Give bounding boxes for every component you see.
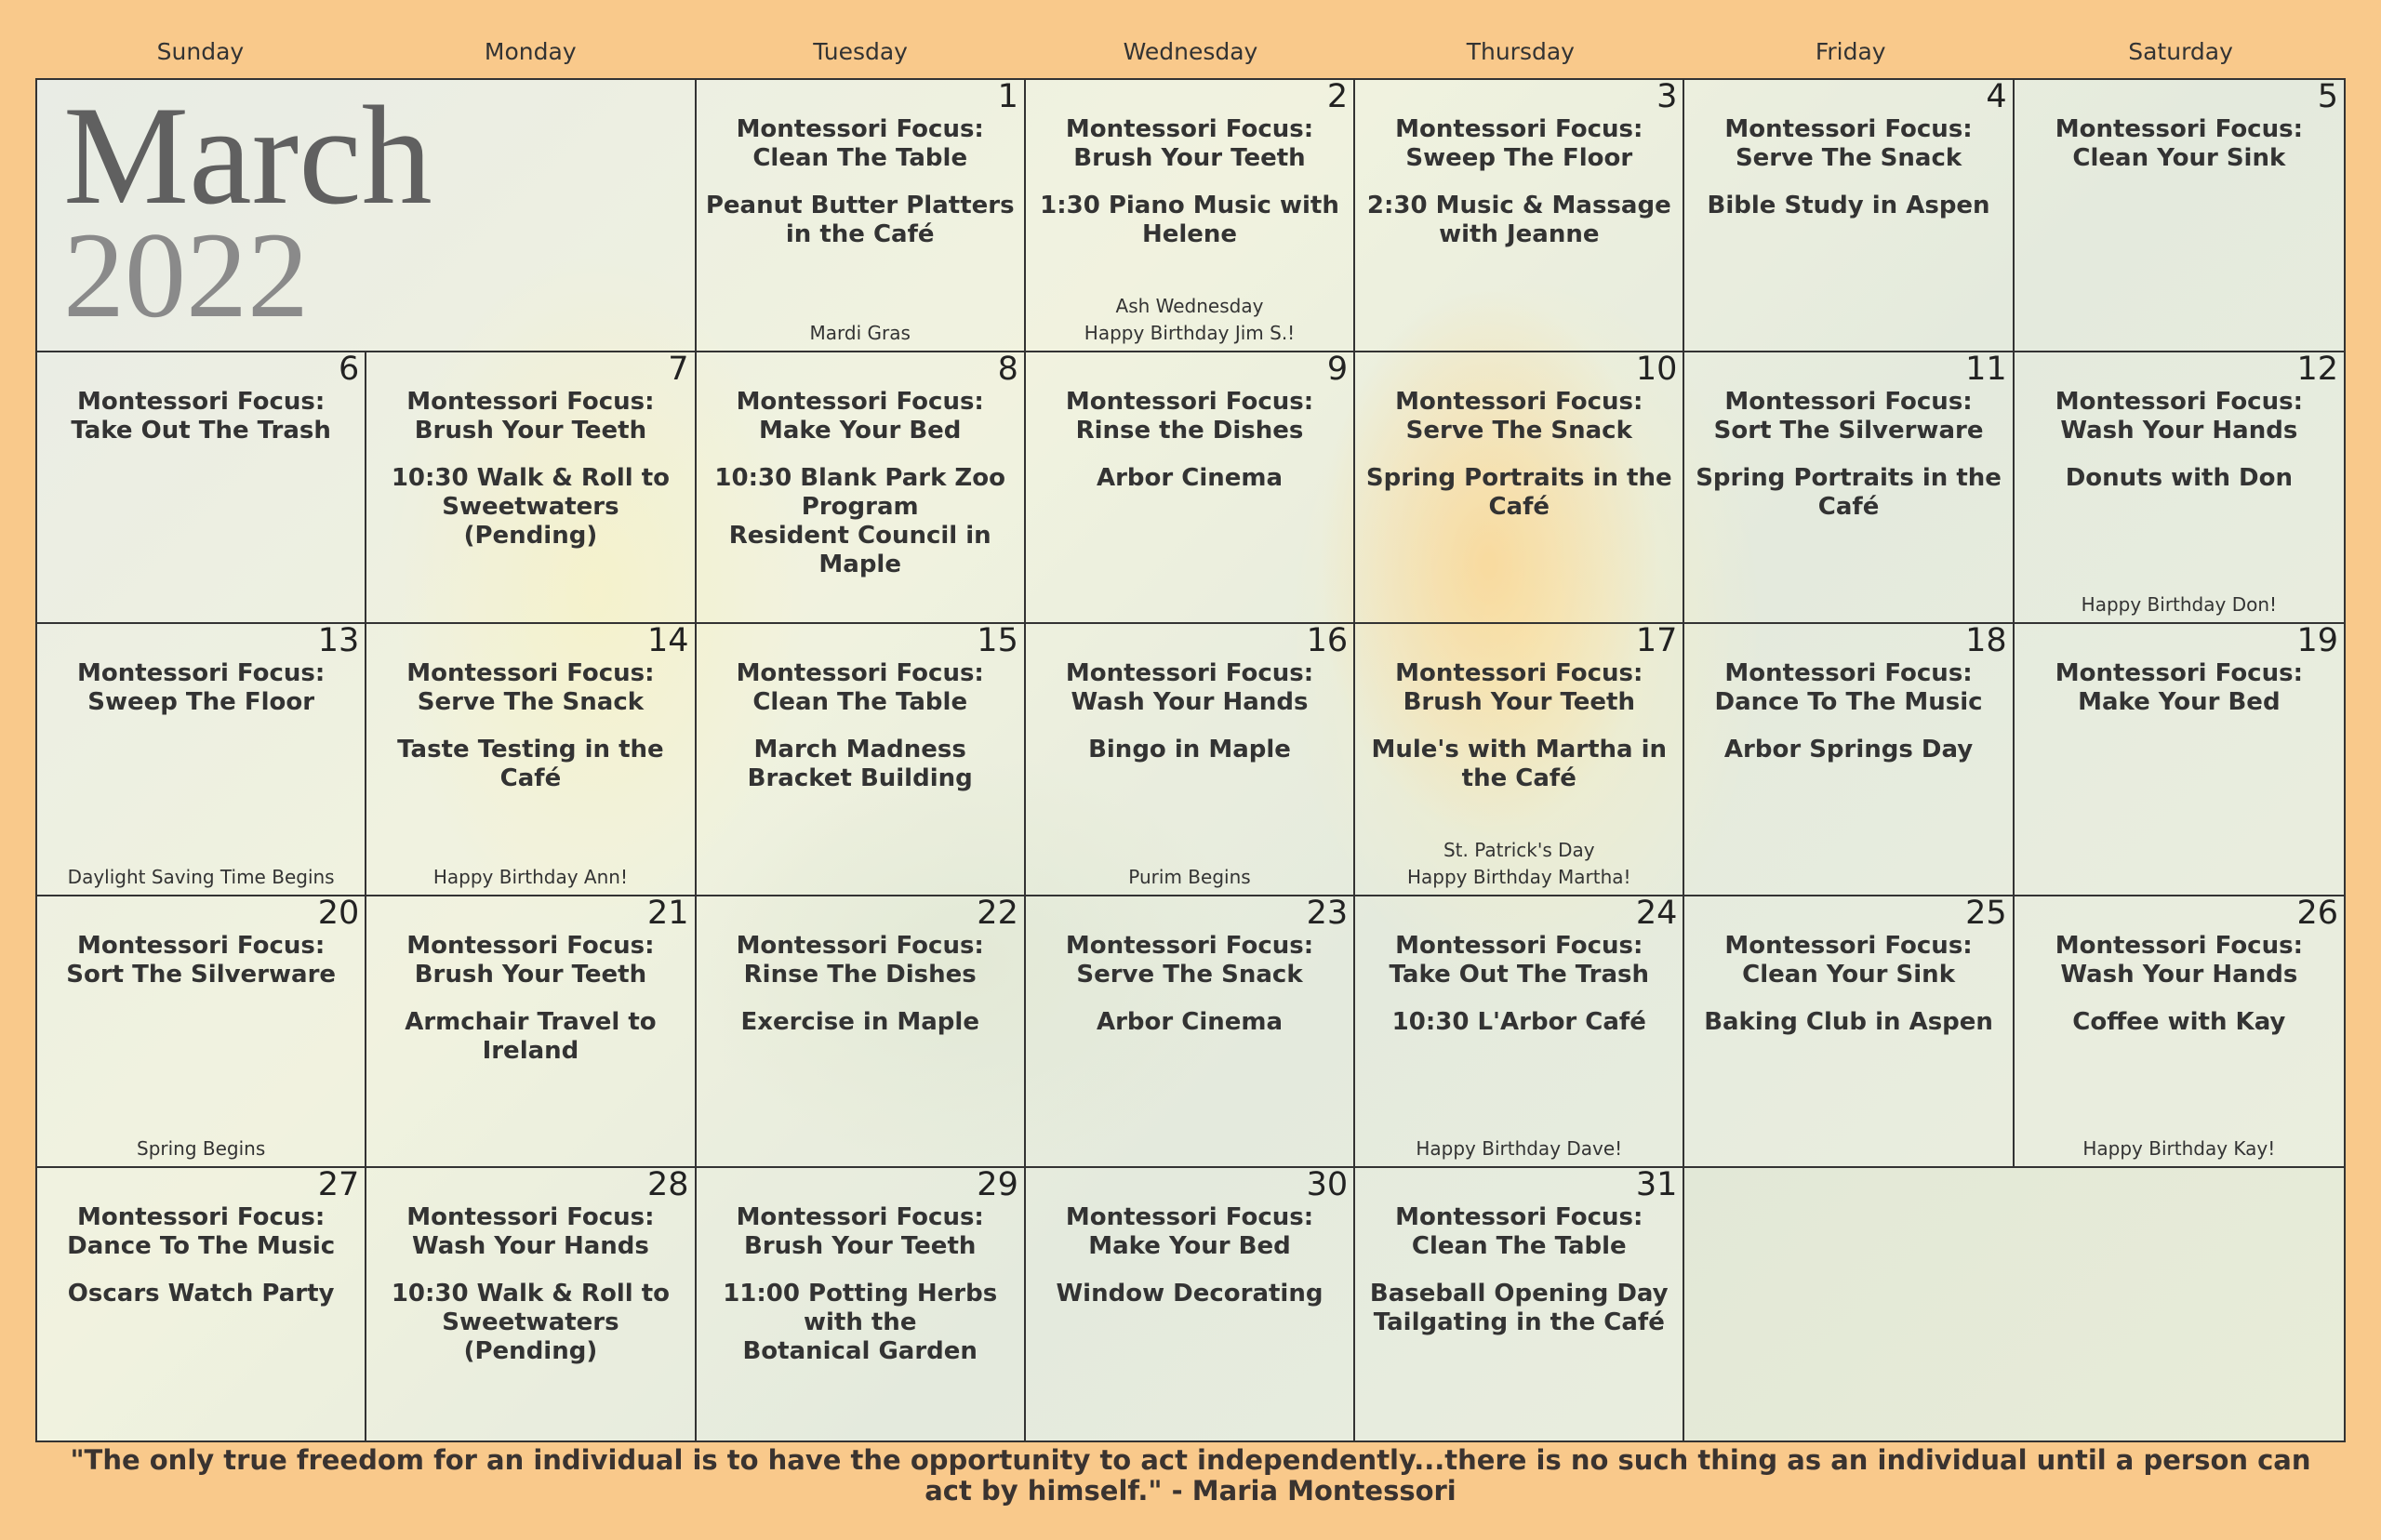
empty-cell	[1684, 1168, 2014, 1440]
montessori-focus: Montessori Focus: Wash Your Hands	[2055, 931, 2303, 989]
montessori-focus: Montessori Focus: Dance To The Music	[67, 1203, 336, 1261]
day-event: Window Decorating	[1056, 1280, 1324, 1308]
day-number: 6	[339, 350, 360, 388]
month-title-block	[37, 80, 697, 352]
day-number: 31	[1635, 1166, 1678, 1204]
montessori-focus: Montessori Focus: Clean Your Sink	[2055, 115, 2303, 172]
day-event: Spring Portraits in the Café	[1365, 463, 1672, 521]
day-name-sunday: Sunday	[156, 38, 245, 65]
montessori-focus: Montessori Focus: Serve The Snack	[1724, 115, 1973, 172]
day-event: Bingo in Maple	[1088, 736, 1291, 764]
day-number: 27	[317, 1166, 360, 1204]
day-event: Mule's with Martha in the Café	[1371, 736, 1668, 793]
day-number: 7	[668, 350, 689, 388]
day-number: 25	[1965, 894, 2007, 932]
day-name-tuesday: Tuesday	[813, 38, 908, 65]
day-event: Spring Portraits in the Café	[1696, 463, 2002, 521]
day-name-friday: Friday	[1815, 38, 1886, 65]
day-cell-13	[37, 624, 366, 896]
day-event: 10:30 Walk & Roll to Sweetwaters (Pending)	[391, 1280, 670, 1366]
day-cell-18	[1684, 624, 2014, 896]
montessori-focus: Montessori Focus: Make Your Bed	[2055, 659, 2303, 717]
day-event: Oscars Watch Party	[67, 1280, 335, 1308]
montessori-focus: Montessori Focus: Dance To The Music	[1714, 659, 1983, 717]
day-number: 19	[2296, 622, 2338, 660]
day-cell-23	[1026, 896, 1355, 1169]
day-number: 20	[317, 894, 360, 932]
day-event: Baking Club in Aspen	[1704, 1007, 1993, 1036]
day-number: 9	[1326, 350, 1349, 388]
montessori-focus: Montessori Focus: Serve The Snack	[1065, 931, 1314, 989]
day-cell-9	[1026, 352, 1355, 625]
day-cell-26	[2015, 896, 2344, 1169]
calendar-cells	[37, 80, 2344, 1440]
day-name-saturday: Saturday	[2128, 38, 2233, 65]
day-number: 17	[1635, 622, 1678, 660]
day-cell-29	[697, 1168, 1026, 1440]
day-note: Happy Birthday Kay!	[2082, 1137, 2276, 1161]
day-number: 3	[1656, 78, 1678, 115]
day-event: Exercise in Maple	[740, 1007, 979, 1036]
montessori-focus: Montessori Focus: Sort The Silverware	[1713, 387, 1984, 445]
montessori-focus: Montessori Focus: Rinse The Dishes	[736, 931, 984, 989]
day-number: 28	[647, 1166, 689, 1204]
montessori-focus: Montessori Focus: Brush Your Teeth	[406, 931, 655, 989]
montessori-focus: Montessori Focus: Wash Your Hands	[2055, 387, 2303, 445]
day-cell-10	[1355, 352, 1684, 625]
montessori-focus: Montessori Focus: Serve The Snack	[406, 659, 655, 717]
day-cell-7	[366, 352, 696, 625]
montessori-focus: Montessori Focus: Wash Your Hands	[406, 1203, 655, 1261]
day-event: 10:30 Walk & Roll to Sweetwaters (Pending)	[391, 463, 670, 550]
day-cell-8	[697, 352, 1026, 625]
day-number: 10	[1635, 350, 1678, 388]
montessori-focus: Montessori Focus: Clean Your Sink	[1724, 931, 1973, 989]
day-number: 26	[2296, 894, 2338, 932]
day-cell-15	[697, 624, 1026, 896]
day-event: Arbor Cinema	[1096, 463, 1284, 492]
day-cell-28	[366, 1168, 696, 1440]
day-cell-31	[1355, 1168, 1684, 1440]
empty-cell	[2015, 1168, 2344, 1440]
day-cell-30	[1026, 1168, 1355, 1440]
day-note: Daylight Saving Time Begins	[67, 865, 335, 888]
day-event: 10:30 L'Arbor Café	[1391, 1007, 1646, 1036]
day-number: 5	[2317, 78, 2338, 115]
montessori-focus: Montessori Focus: Make Your Bed	[736, 387, 984, 445]
day-number: 24	[1635, 894, 1678, 932]
day-cell-27	[37, 1168, 366, 1440]
day-event: Armchair Travel to Ireland	[405, 1007, 657, 1065]
day-number: 11	[1965, 350, 2007, 388]
montessori-focus: Montessori Focus: Wash Your Hands	[1065, 659, 1314, 717]
day-note: Spring Begins	[137, 1137, 266, 1161]
day-event: Peanut Butter Platters in the Café	[705, 192, 1015, 248]
day-event: 11:00 Potting Herbs with the Botanical Garden	[723, 1280, 998, 1366]
day-note: St. Patrick's Day Happy Birthday Martha!	[1406, 838, 1631, 888]
montessori-focus: Montessori Focus: Clean The Table	[736, 115, 984, 172]
day-number: 4	[1986, 78, 2007, 115]
day-event: Arbor Springs Day	[1723, 736, 1974, 764]
day-note: Happy Birthday Don!	[2081, 593, 2278, 617]
day-cell-12	[2015, 352, 2344, 625]
day-note: Mardi Gras	[809, 321, 911, 344]
montessori-focus: Montessori Focus: Sweep The Floor	[77, 659, 326, 717]
day-cell-25	[1684, 896, 2014, 1169]
day-name-thursday: Thursday	[1466, 38, 1575, 65]
day-cell-22	[697, 896, 1026, 1169]
montessori-focus: Montessori Focus: Brush Your Teeth	[1395, 659, 1643, 717]
day-cell-19	[2015, 624, 2344, 896]
day-note: Ash Wednesday Happy Birthday Jim S.!	[1084, 294, 1296, 344]
year-title: 2022	[63, 206, 309, 343]
month-title: March	[63, 78, 432, 233]
day-number: 2	[1326, 78, 1349, 115]
day-note: Happy Birthday Ann!	[432, 865, 628, 888]
footer-quote: "The only true freedom for an individual is to have the opportunity to act independently...there is no such thing as an individual until a person can act by himself." - Maria Montessori	[70, 1444, 2311, 1507]
montessori-focus: Montessori Focus: Make Your Bed	[1065, 1203, 1314, 1261]
day-note: Happy Birthday Dave!	[1416, 1137, 1623, 1161]
day-cell-4	[1684, 80, 2014, 352]
day-number: 23	[1306, 894, 1349, 932]
montessori-focus: Montessori Focus: Clean The Table	[1395, 1203, 1643, 1261]
day-number: 21	[647, 894, 689, 932]
day-number: 15	[977, 622, 1018, 660]
day-cell-2	[1026, 80, 1355, 352]
day-number: 12	[2296, 350, 2338, 388]
day-event: Coffee with Kay	[2072, 1007, 2286, 1036]
day-event: Bible Study in Aspen	[1707, 192, 1990, 219]
day-cell-14	[366, 624, 696, 896]
day-cell-21	[366, 896, 696, 1169]
day-name-monday: Monday	[484, 38, 577, 65]
day-cell-1	[697, 80, 1026, 352]
day-event: Taste Testing in the Café	[397, 736, 664, 793]
montessori-focus: Montessori Focus: Brush Your Teeth	[1065, 115, 1314, 172]
day-number: 8	[997, 350, 1018, 388]
montessori-focus: Montessori Focus: Rinse the Dishes	[1065, 387, 1314, 445]
day-number: 18	[1965, 622, 2007, 660]
day-number: 22	[977, 894, 1018, 932]
montessori-focus: Montessori Focus: Serve The Snack	[1395, 387, 1643, 445]
day-number: 16	[1306, 622, 1349, 660]
day-number: 29	[977, 1166, 1018, 1204]
day-cell-24	[1355, 896, 1684, 1169]
day-cell-20	[37, 896, 366, 1169]
day-cell-16	[1026, 624, 1355, 896]
day-event: March Madness Bracket Building	[747, 736, 973, 793]
day-event: Arbor Cinema	[1096, 1007, 1284, 1036]
day-cell-17	[1355, 624, 1684, 896]
montessori-focus: Montessori Focus: Take Out The Trash	[1389, 931, 1650, 989]
montessori-focus: Montessori Focus: Brush Your Teeth	[736, 1203, 984, 1261]
day-event: 10:30 Blank Park Zoo Program Resident Council in Maple	[714, 463, 1005, 578]
day-cell-5	[2015, 80, 2344, 352]
montessori-focus: Montessori Focus: Sort The Silverware	[66, 931, 337, 989]
day-name-wednesday: Wednesday	[1123, 38, 1258, 65]
day-cell-6	[37, 352, 366, 625]
day-names-header	[35, 35, 2346, 69]
day-cell-3	[1355, 80, 1684, 352]
montessori-focus: Montessori Focus: Brush Your Teeth	[406, 387, 655, 445]
day-cell-11	[1684, 352, 2014, 625]
day-number: 1	[997, 78, 1018, 115]
day-event: Baseball Opening Day Tailgating in the Café	[1369, 1280, 1669, 1337]
day-event: Donuts with Don	[2065, 463, 2293, 492]
day-number: 13	[317, 622, 360, 660]
montessori-focus: Montessori Focus: Sweep The Floor	[1395, 115, 1643, 172]
day-number: 30	[1306, 1166, 1349, 1204]
day-note: Purim Begins	[1128, 865, 1251, 888]
day-event: 1:30 Piano Music with Helene	[1040, 192, 1339, 248]
montessori-focus: Montessori Focus: Clean The Table	[736, 659, 984, 717]
montessori-focus: Montessori Focus: Take Out The Trash	[71, 387, 331, 445]
calendar-grid	[35, 78, 2346, 1442]
day-number: 14	[647, 622, 689, 660]
day-event: 2:30 Music & Massage with Jeanne	[1366, 192, 1671, 248]
